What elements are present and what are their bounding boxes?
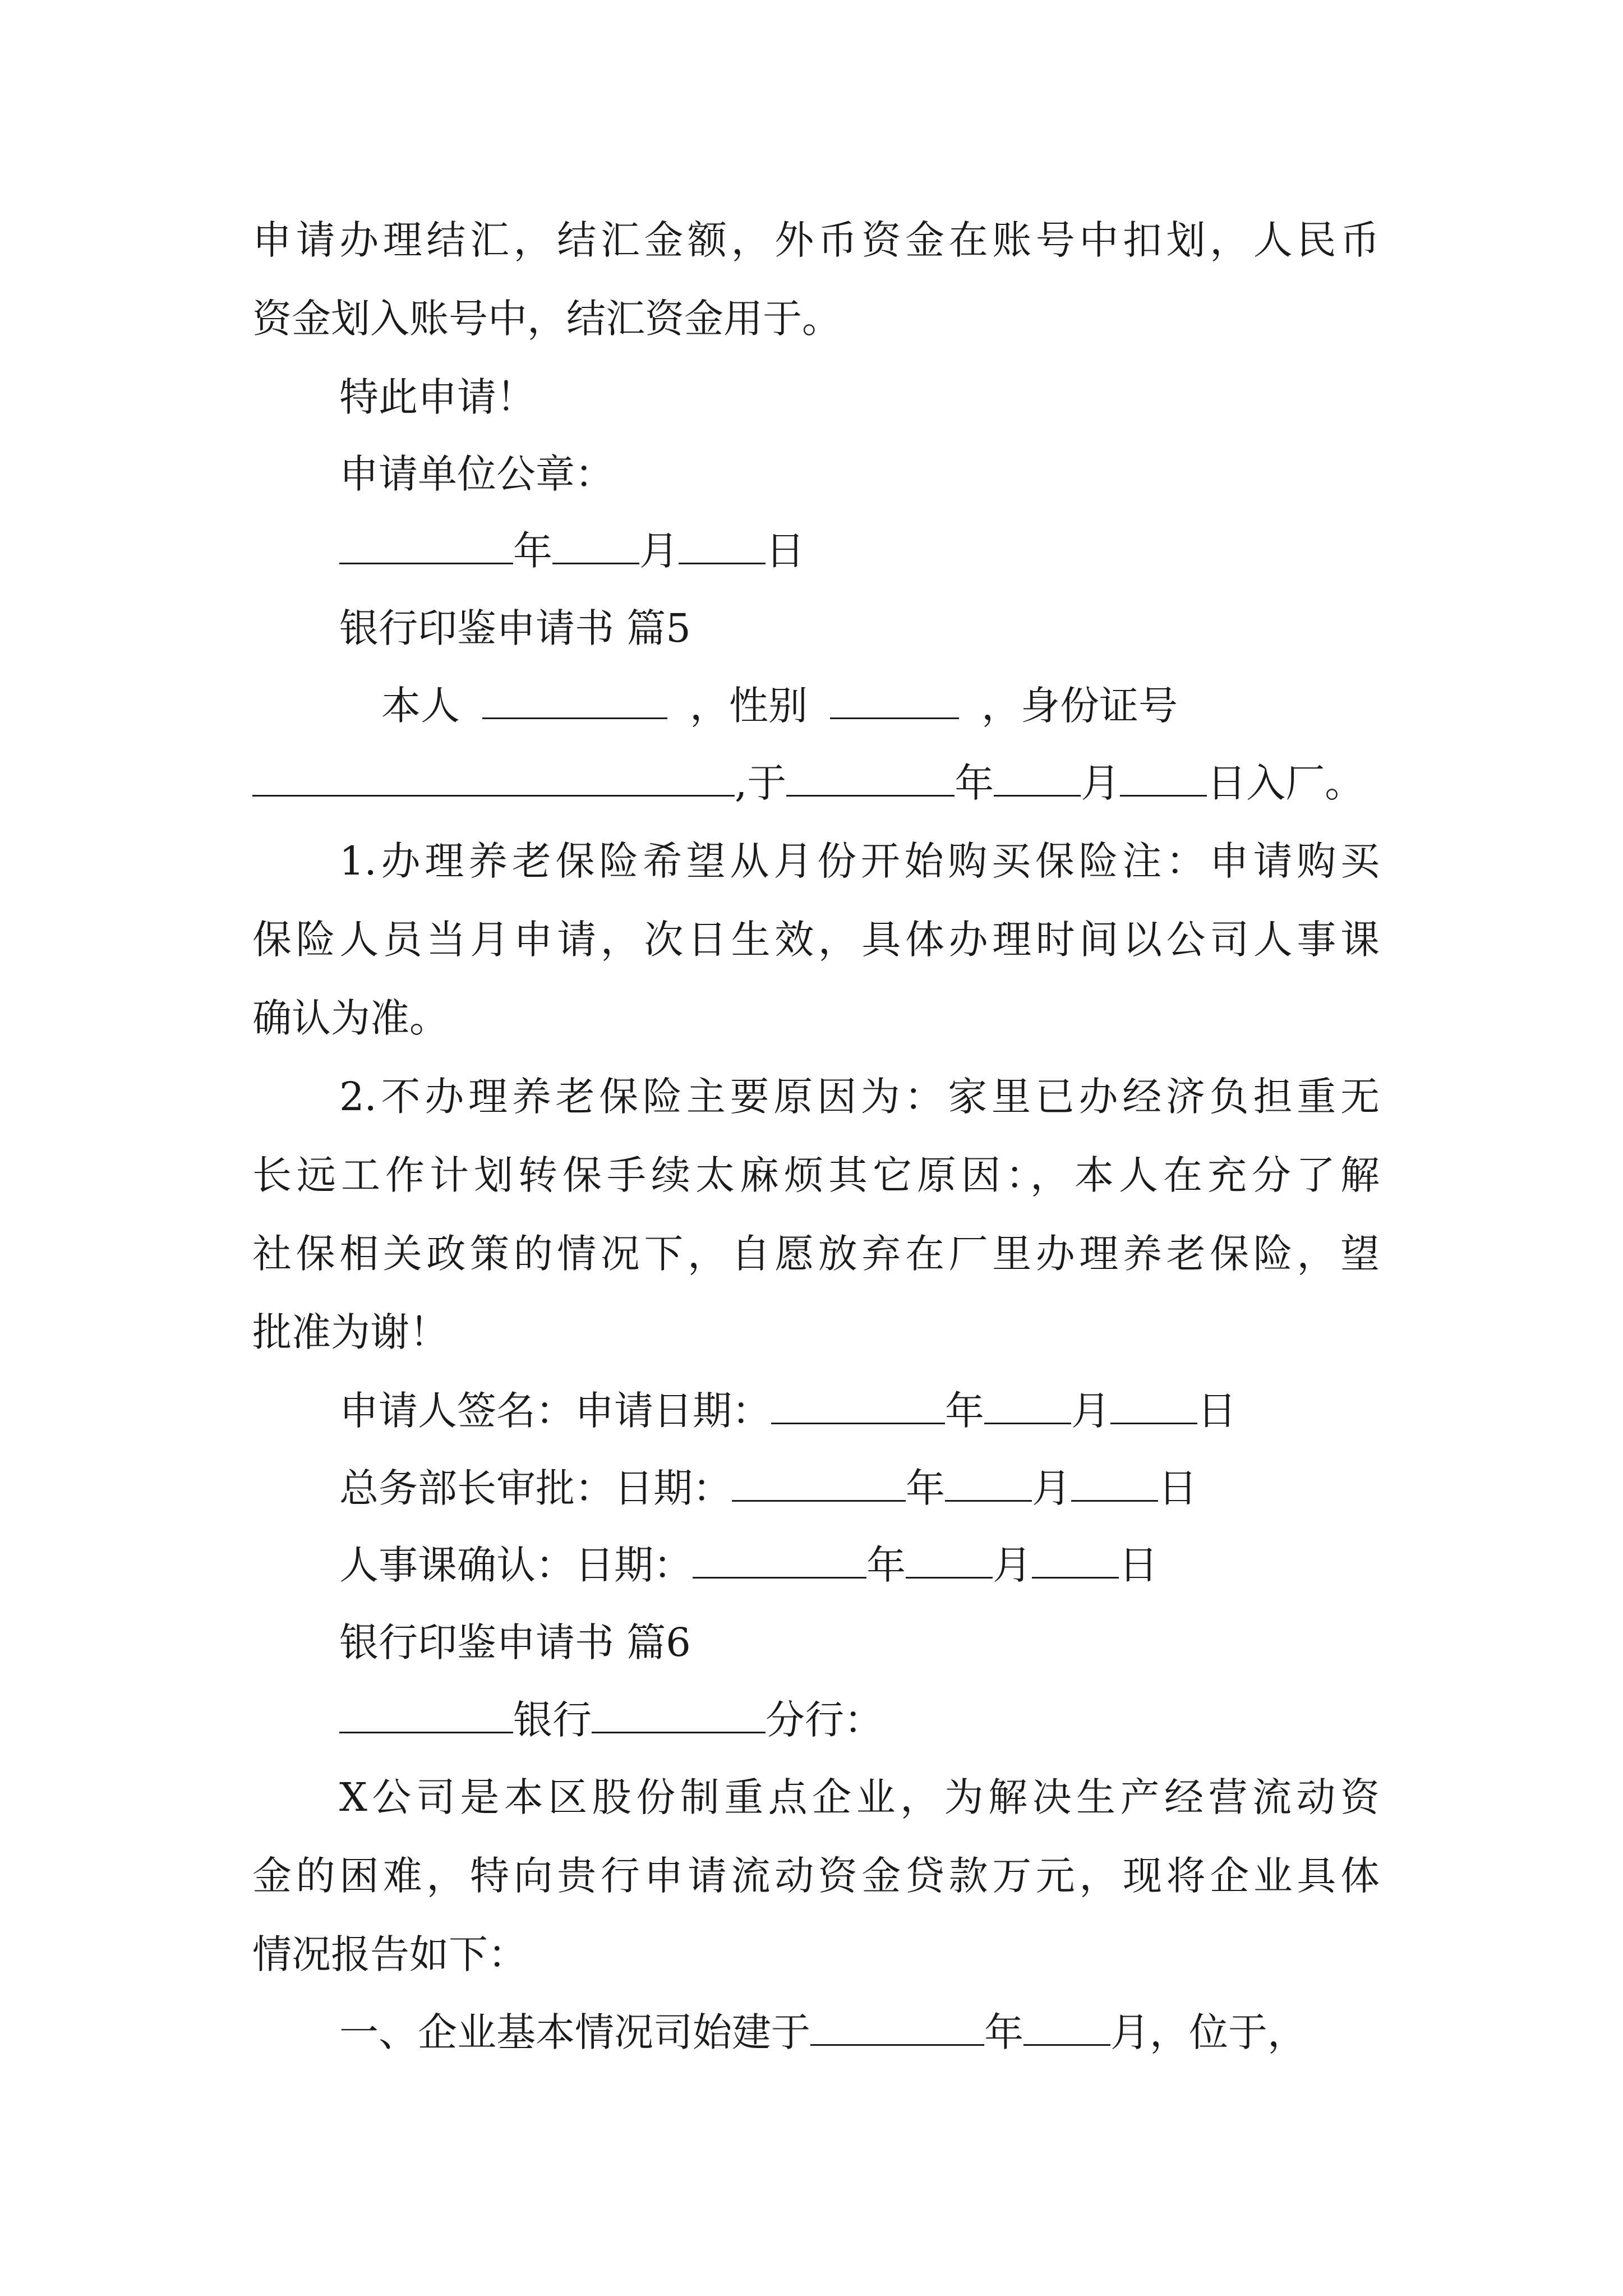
blank-field <box>994 760 1081 797</box>
year-label: 年 <box>513 528 552 574</box>
name-blank <box>482 682 667 719</box>
day-label: 日 <box>1119 1542 1158 1588</box>
signature-line-applicant <box>339 1372 1380 1450</box>
day-label: 日 <box>1158 1465 1197 1511</box>
blank-field <box>732 1465 906 1502</box>
paragraph-line: 金的困难，特向贵行申请流动资金贷款万元，现将企业具体 <box>252 1853 1380 1899</box>
seal-label: 申请单位公章： <box>339 451 614 497</box>
addressee-line <box>339 1681 1380 1759</box>
blank-field <box>1032 1542 1119 1579</box>
company-founded-label: 一、企业基本情况司始建于 <box>339 2009 810 2055</box>
month-location-label: 月 <box>1110 2009 1150 2055</box>
blank-field <box>1023 2009 1110 2046</box>
blank-field <box>906 1542 993 1579</box>
entry-label: ,于 <box>735 760 787 806</box>
blank-field <box>1120 760 1207 797</box>
blank-field <box>984 1387 1071 1424</box>
date-line <box>339 512 1380 590</box>
year-label: 年 <box>866 1542 906 1588</box>
item-line: 长远工作计划转保手续太麻烦其它原因：，本人在充分了解 <box>252 1152 1380 1198</box>
year-label: 年 <box>955 760 994 806</box>
item-line: 保险人员当月申请，次日生效，具体办理时间以公司人事课 <box>252 917 1380 963</box>
item-line: 确认为准。 <box>252 995 449 1041</box>
entry-date-line <box>252 744 1380 822</box>
id-blank <box>252 760 735 797</box>
blank-field <box>339 527 513 564</box>
month-label: 月 <box>1081 760 1121 806</box>
month-label: 月 <box>1071 1388 1110 1434</box>
personal-info-line <box>381 666 1380 745</box>
gender-label: ，性别 <box>690 683 808 729</box>
blank-field <box>679 527 766 564</box>
item-line: 批准为谢！ <box>252 1309 449 1355</box>
signature-label: 总务部长审批：日期： <box>339 1465 732 1511</box>
blank-field <box>1071 1465 1158 1502</box>
day-label: 日 <box>1197 1388 1237 1434</box>
branch-label: 分行： <box>766 1697 883 1743</box>
year-label: 年 <box>945 1388 984 1434</box>
gender-blank <box>830 682 959 719</box>
month-label: 月 <box>639 528 679 574</box>
blank-field <box>945 1465 1032 1502</box>
self-label: 本人 <box>381 683 460 729</box>
bank-blank <box>339 1696 513 1733</box>
year-label: 年 <box>984 2009 1023 2055</box>
bank-label: 银行 <box>513 1697 592 1743</box>
blank-field <box>693 1542 866 1579</box>
location-label: ，位于， <box>1150 2009 1307 2055</box>
item-line: 社保相关政策的情况下，自愿放弃在厂里办理养老保险，望 <box>252 1231 1380 1277</box>
month-label: 月 <box>1032 1465 1071 1511</box>
blank-field <box>786 760 955 797</box>
paragraph-line: X公司是本区股份制重点企业，为解决生产经营流动资 <box>339 1774 1380 1820</box>
year-label: 年 <box>906 1465 945 1511</box>
closing-statement: 特此申请！ <box>339 374 536 420</box>
signature-label: 申请人签名：申请日期： <box>339 1388 771 1434</box>
blank-field <box>771 1387 945 1424</box>
item-line: 1.办理养老保险希望从月份开始购买保险注：申请购买 <box>339 838 1380 884</box>
entry-day-label: 日入厂。 <box>1207 760 1364 806</box>
id-label: ，身份证号 <box>981 683 1178 729</box>
blank-field <box>1110 1387 1197 1424</box>
branch-blank <box>592 1696 766 1733</box>
day-label: 日 <box>766 528 805 574</box>
paragraph-line: 资金划入账号中，结汇资金用于。 <box>252 296 841 342</box>
signature-label: 人事课确认：日期： <box>339 1542 693 1588</box>
signature-line-general-affairs <box>339 1449 1380 1527</box>
section-heading: 银行印鉴申请书 篇6 <box>339 1619 691 1665</box>
signature-line-hr <box>339 1526 1380 1604</box>
item-line: 2.不办理养老保险主要原因为：家里已办经济负担重无 <box>339 1074 1380 1120</box>
blank-field <box>810 2009 984 2046</box>
paragraph-line: 情况报告如下： <box>252 1931 527 1977</box>
section-heading: 银行印鉴申请书 篇5 <box>339 605 691 651</box>
month-label: 月 <box>993 1542 1032 1588</box>
company-info-line <box>339 1993 1380 2072</box>
paragraph-line: 申请办理结汇，结汇金额，外币资金在账号中扣划，人民币 <box>252 217 1380 263</box>
blank-field <box>552 527 639 564</box>
